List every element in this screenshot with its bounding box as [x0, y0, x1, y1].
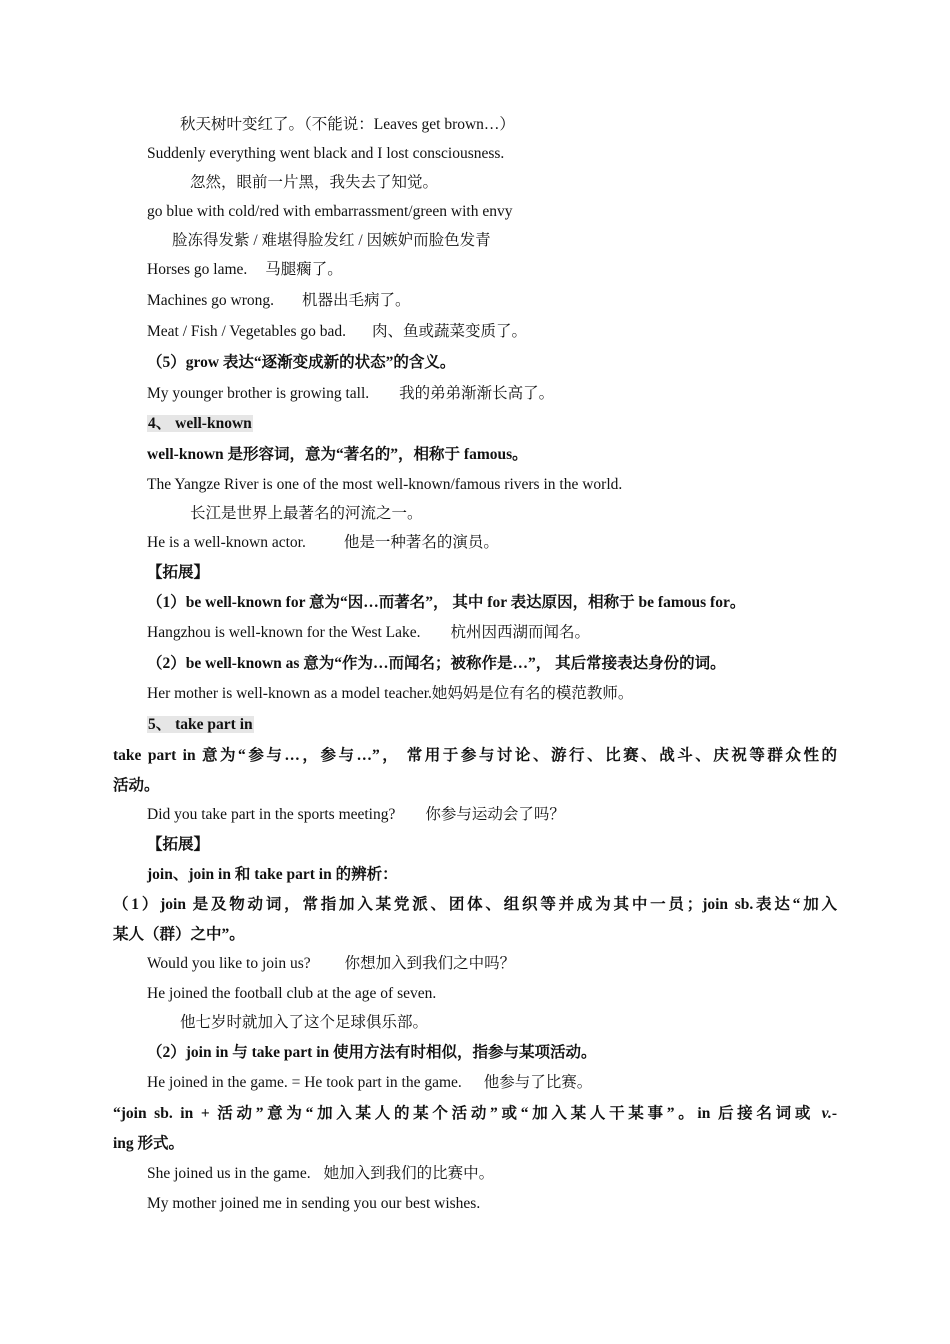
usage-note-text: “join sb. in + 活动”意为“加入某人的某个活动”或“加入某人干某事”。in 后接名词或	[113, 1105, 815, 1122]
usage-note-continued: 某人（群）之中”。	[113, 926, 245, 943]
section-heading	[147, 715, 254, 735]
example-translation: 机器出毛病了。	[302, 292, 411, 309]
example-translation: 长江是世界上最著名的河流之一。	[190, 505, 423, 522]
definition: take part in 意为“参与…，参与…”， 常用于参与讨论、游行、比赛、战斗、庆祝等群众性的	[113, 747, 837, 764]
comparison-heading: join、join in 和 take part in 的辨析：	[147, 866, 398, 883]
hyphen: -	[831, 1105, 838, 1122]
example-sentence: She joined us in the game.	[147, 1165, 311, 1182]
example-sentence: Machines go wrong.	[147, 292, 274, 309]
example-sentence: He is a well-known actor.	[147, 534, 306, 551]
usage-note: （2）join in 与 take part in 使用方法有时相似，指参与某项活动。	[147, 1044, 597, 1061]
example-pair	[147, 533, 499, 553]
definition: well-known 是形容词，意为“著名的”，相称于 famous。	[147, 446, 528, 463]
example-pair	[147, 322, 527, 342]
abbrev-verb: v.	[821, 1105, 832, 1122]
example-sentence: Did you take part in the sports meeting?	[147, 806, 396, 823]
example-translation: 肉、鱼或蔬菜变质了。	[372, 323, 528, 340]
example-translation: 她加入到我们的比赛中。	[323, 1165, 495, 1182]
section-heading	[147, 414, 253, 434]
example-sentence: Meat / Fish / Vegetables go bad.	[147, 323, 347, 340]
example-sentence: The Yangze River is one of the most well-known/famous rivers in the world.	[147, 476, 623, 493]
example-sentence: He joined the football club at the age of seven.	[147, 985, 437, 1002]
example-translation: 他七岁时就加入了这个足球俱乐部。	[180, 1014, 429, 1031]
example-translation: 脸冻得发紫 / 难堪得脸发红 / 因嫉妒而脸色发青	[172, 232, 491, 249]
example-sentence: Her mother is well-known as a model teacher.她妈妈是位有名的模范教师。	[147, 685, 634, 702]
example-translation: 你参与运动会了吗？	[425, 806, 565, 823]
usage-note: （5）grow 表达“逐渐变成新的状态”的含义。	[147, 354, 456, 371]
example-sentence: Suddenly everything went black and I lost consciousness.	[147, 145, 505, 162]
example-translation: 杭州因西湖而闻名。	[450, 624, 591, 641]
example-sentence: Horses go lame.	[147, 261, 248, 278]
example-sentence: My mother joined me in sending you our best wishes.	[147, 1195, 481, 1212]
example-pair	[147, 384, 554, 404]
example-sentence: go blue with cold/red with embarrassment/green with envy	[147, 203, 513, 220]
example-translation: 他参与了比赛。	[483, 1074, 593, 1091]
usage-note: （1）be well-known for 意为“因…而著名”， 其中 for 表达原因，相称于 be famous for。	[147, 594, 746, 611]
example-translation: 秋天树叶变红了。（不能说：Leaves get brown…）	[180, 116, 515, 133]
example-sentence: Would you like to join us?	[147, 955, 311, 972]
usage-note	[113, 1104, 837, 1124]
example-pair	[147, 1164, 494, 1184]
extension-heading: 【拓展】	[147, 836, 210, 853]
usage-note: （1）join 是及物动词，常指加入某党派、团体、组织等并成为其中一员；join sb.表达“加入	[113, 896, 837, 913]
example-translation: 他是一种著名的演员。	[343, 534, 499, 551]
example-sentence: Hangzhou is well-known for the West Lake.	[147, 624, 421, 641]
extension-heading: 【拓展】	[147, 564, 210, 581]
example-pair	[147, 1073, 592, 1093]
usage-note-continued: ing 形式。	[113, 1135, 185, 1152]
example-sentence: My younger brother is growing tall.	[147, 385, 370, 402]
example-translation: 马腿瘸了。	[265, 261, 343, 278]
example-pair	[147, 954, 515, 974]
example-translation: 忽然，眼前一片黑，我失去了知觉。	[190, 174, 439, 191]
example-pair	[147, 291, 411, 311]
example-sentence: He joined in the game. = He took part in the game.	[147, 1074, 462, 1091]
example-translation: 我的弟弟渐渐长高了。	[399, 385, 555, 402]
usage-note: （2）be well-known as 意为“作为…而闻名；被称作是…”， 其后常接表达身份的词。	[147, 655, 726, 672]
example-pair	[147, 260, 343, 280]
example-pair	[147, 623, 590, 643]
section-heading-label: 5、 take part in	[148, 716, 253, 733]
definition-continued: 活动。	[113, 777, 160, 794]
example-translation: 你想加入到我们之中吗？	[344, 955, 516, 972]
section-heading-label: 4、 well-known	[148, 415, 252, 432]
example-pair	[147, 805, 565, 825]
